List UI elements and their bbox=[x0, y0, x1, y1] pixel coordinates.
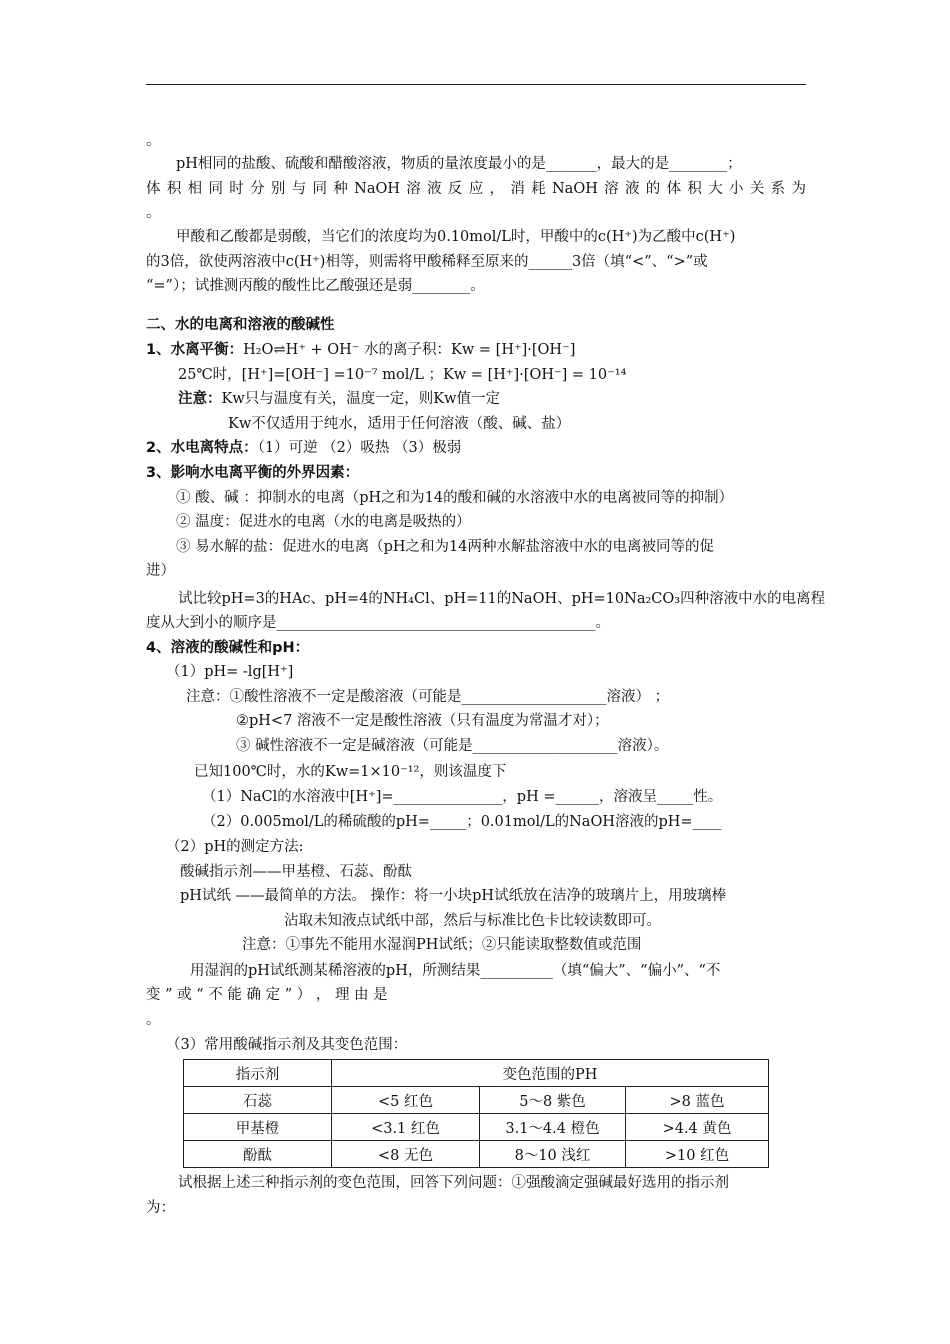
text-line: 的3倍，欲使两溶液中c(H⁺)相等，则需将甲酸稀释至原来的______3倍（填“<”、“>”或 bbox=[146, 254, 708, 270]
text-line: 体积相同时分别与同种NaOH溶液反应，消耗NaOH溶液的体积大小关系为 bbox=[146, 181, 806, 197]
table-row bbox=[184, 1114, 769, 1141]
text-line: ③ 易水解的盐：促进水的电离（pH之和为14两种水解盐溶液中水的电离被同等的促 bbox=[176, 539, 714, 555]
item-heading: 3、影响水电离平衡的外界因素： bbox=[146, 465, 360, 481]
text-line bbox=[178, 389, 500, 409]
table-header-cell: 指示剂 bbox=[184, 1060, 332, 1087]
text-line bbox=[146, 438, 461, 458]
table-cell: <5 红色 bbox=[332, 1087, 480, 1114]
section-heading: 二、水的电离和溶液的酸碱性 bbox=[146, 317, 335, 333]
table-header-cell: 变色范围的PH bbox=[332, 1060, 769, 1087]
text-line: （3）常用酸碱指示剂及其变色范围： bbox=[166, 1037, 408, 1053]
note-text: Kw只与温度有关，温度一定，则Kw值一定 bbox=[221, 391, 500, 407]
text-line: 甲酸和乙酸都是弱酸，当它们的浓度均为0.10mol/L时，甲酸中的c(H⁺)为乙酸中c(H⁺) bbox=[176, 229, 736, 245]
table-cell: >4.4 黄色 bbox=[626, 1114, 769, 1141]
text-line: 注意：①酸性溶液不一定是酸溶液（可能是____________________溶液） ； bbox=[186, 689, 670, 705]
text-line: “=”）；试推测丙酸的酸性比乙酸强还是弱________。 bbox=[146, 278, 485, 294]
indicator-table bbox=[183, 1059, 769, 1168]
text-line: 试比较pH=3的HAc、pH=4的NH₄Cl、pH=11的NaOH、pH=10Na₂CO₃四种溶液中水的电离程 bbox=[178, 591, 826, 607]
text-line: 进） bbox=[146, 563, 175, 579]
text-line: ②pH<7 溶液不一定是酸性溶液（只有温度为常温才对）； bbox=[236, 713, 609, 729]
item-heading: 2、水电离特点： bbox=[146, 440, 258, 456]
item-heading: 1、水离平衡： bbox=[146, 342, 244, 358]
table-row bbox=[184, 1087, 769, 1114]
header-rule bbox=[146, 84, 806, 85]
table-header-row bbox=[184, 1060, 769, 1087]
text-line: Kw不仅适用于纯水，适用于任何溶液（酸、碱、盐） bbox=[228, 416, 571, 432]
text-line: ② 温度：促进水的电离（水的电离是吸热的） bbox=[176, 514, 471, 530]
table-cell: 8～10 浅红 bbox=[480, 1141, 626, 1168]
text-line: （2）0.005mol/L的稀硫酸的pH=_____；0.01mol/L的NaOH溶液的pH=____ bbox=[202, 814, 722, 830]
table-cell: >8 蓝色 bbox=[626, 1087, 769, 1114]
table-cell: <8 无色 bbox=[332, 1141, 480, 1168]
table-cell: 甲基橙 bbox=[184, 1114, 332, 1141]
text-line: 注意：①事先不能用水湿润PH试纸；②只能读取整数值或范围 bbox=[242, 937, 642, 953]
item-text: H₂O⇌H⁺ + OH⁻ 水的离子积：Kw = [H⁺]·[OH⁻] bbox=[243, 342, 576, 358]
text-line: 变 ” 或 “ 不 能 确 定 ” ） ， 理 由 是 bbox=[146, 987, 388, 1003]
table-cell: <3.1 红色 bbox=[332, 1114, 480, 1141]
table-row bbox=[184, 1141, 769, 1168]
text-line: 。 bbox=[146, 1012, 161, 1028]
text-line: 25℃时，[H⁺]=[OH⁻] =10⁻⁷ mol/L ；Kw = [H⁺]·[OH⁻] = 10⁻¹⁴ bbox=[178, 367, 627, 383]
text-line: pH相同的盐酸、硫酸和醋酸溶液，物质的量浓度最小的是_______，最大的是________； bbox=[176, 156, 742, 172]
text-line: 。 bbox=[146, 205, 161, 221]
item-heading: 4、溶液的酸碱性和pH： bbox=[146, 640, 310, 656]
table-cell: 酚酞 bbox=[184, 1141, 332, 1168]
text-line: 。 bbox=[146, 133, 161, 149]
text-line: 试根据上述三种指示剂的变色范围，回答下列问题：①强酸滴定强碱最好选用的指示剂 bbox=[178, 1175, 729, 1191]
text-line: 沾取未知液点试纸中部，然后与标准比色卡比较读数即可。 bbox=[284, 913, 661, 929]
text-line: （1）NaCl的水溶液中[H⁺]=_______________，pH =______，溶液呈_____性。 bbox=[202, 789, 723, 805]
text-line: pH试纸 ——最简单的方法。 操作：将一小块pH试纸放在洁净的玻璃片上，用玻璃棒 bbox=[180, 888, 727, 904]
text-line: （2）pH的测定方法: bbox=[166, 839, 304, 855]
text-line: 为： bbox=[146, 1200, 175, 1216]
text-line: 用湿润的pH试纸测某稀溶液的pH，所测结果__________（填“偏大”、“偏小”、“不 bbox=[190, 963, 721, 979]
table-cell: >10 红色 bbox=[626, 1141, 769, 1168]
table-cell: 石蕊 bbox=[184, 1087, 332, 1114]
table-cell: 5～8 紫色 bbox=[480, 1087, 626, 1114]
text-line: 度从大到小的顺序是____________________________________________。 bbox=[146, 615, 610, 631]
table-cell: 3.1～4.4 橙色 bbox=[480, 1114, 626, 1141]
text-line bbox=[146, 340, 575, 360]
text-line: ③ 碱性溶液不一定是碱溶液（可能是____________________溶液）。 bbox=[236, 738, 669, 754]
text-line: 酸碱指示剂——甲基橙、石蕊、酚酞 bbox=[180, 864, 412, 880]
text-line: （1）pH= -lg[H⁺] bbox=[166, 664, 294, 680]
text-line: 已知100℃时，水的Kw=1×10⁻¹²，则该温度下 bbox=[194, 764, 507, 780]
note-label: 注意： bbox=[178, 391, 222, 407]
text-line: ① 酸、碱 ：抑制水的电离（pH之和为14的酸和碱的水溶液中水的电离被同等的抑制） bbox=[176, 490, 734, 506]
item-text: （1）可逆 （2）吸热 （3）极弱 bbox=[257, 440, 462, 456]
